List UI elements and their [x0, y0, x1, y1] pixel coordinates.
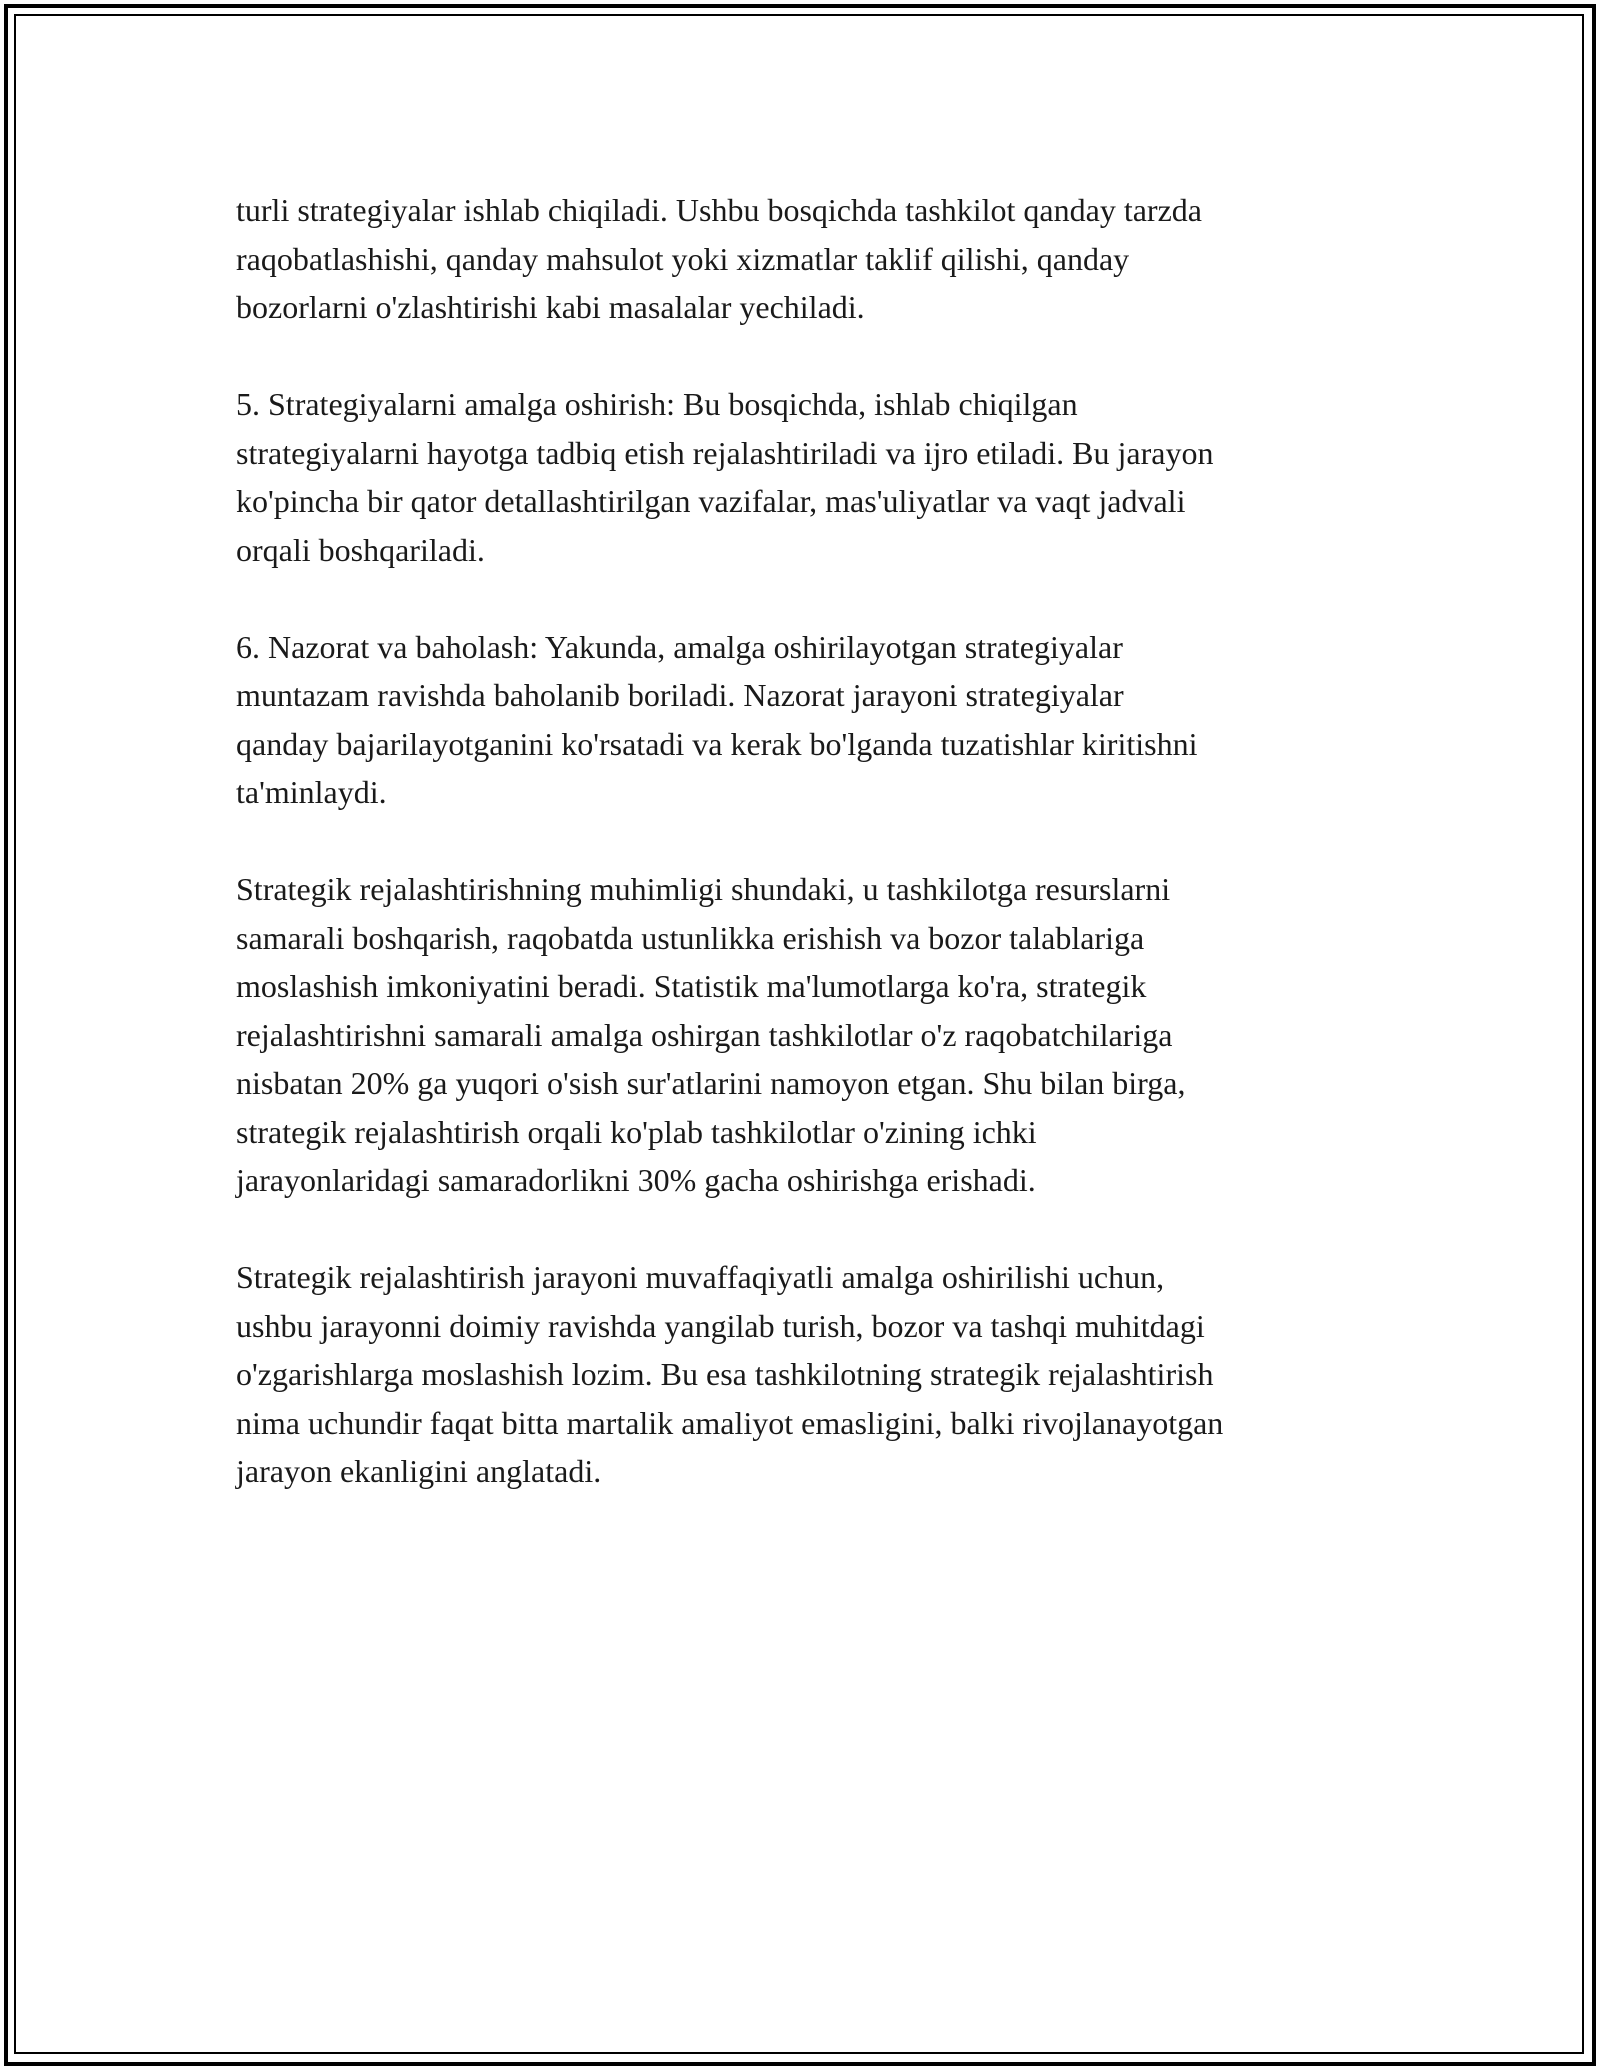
paragraph-conclusion: Strategik rejalashtirish jarayoni muvaffaqiyatli amalga oshirilishi uchun, ushbu jarayonni doimiy ravishda yangilab turish, bozor va tashqi muhitdagi o'zgarishlarga moslashish lozim. Bu esa tashkilotning strategik rejalashtirish nima uchundir faqat bitta martalik amaliyot emasligini, balki rivojlanayotgan jarayon ekanligini anglatadi.	[236, 1259, 1224, 1489]
paragraph-strategy-implementation: 5. Strategiyalarni amalga oshirish: Bu bosqichda, ishlab chiqilgan strategiyalarni hayotga tadbiq etish rejalashtiriladi va ijro etiladi. Bu jarayon ko'pincha bir qator detallashtirilgan vazifalar, mas'uliyatlar va vaqt jadvali orqali boshqariladi.	[236, 386, 1214, 568]
paragraph-control-evaluation: 6. Nazorat va baholash: Yakunda, amalga oshirilayotgan strategiyalar muntazam ravishda baholanib boriladi. Nazorat jarayoni strategiyalar qanday bajarilayotganini ko'rsatadi va kerak bo'lganda tuzatishlar kiritishni ta'minlaydi.	[236, 628, 1198, 810]
paragraph-importance: Strategik rejalashtirishning muhimligi shundaki, u tashkilotga resurslarni samarali boshqarish, raqobatda ustunlikka erishish va bozor talablariga moslashish imkoniyatini beradi. Statistik ma'lumotlarga ko'ra, strategik rejalashtirishni samarali amalga oshirgan tashkilotlar o'z raqobatchilariga nisbatan 20% ga yuqori o'sish sur'atlarini namoyon etgan. Shu bilan birga, strategik rejalashtirish orqali ko'plab tashkilotlar o'zining ichki jarayonlaridagi samaradorlikni 30% gacha oshirishga erishadi.	[236, 871, 1186, 1198]
document-body	[236, 186, 1386, 1496]
paragraph-strategy-formulation: turli strategiyalar ishlab chiqiladi. Ushbu bosqichda tashkilot qanday tarzda raqobatlashishi, qanday mahsulot yoki xizmatlar taklif qilishi, qanday bozorlarni o'zlashtirishi kabi masalalar yechiladi.	[236, 192, 1202, 325]
